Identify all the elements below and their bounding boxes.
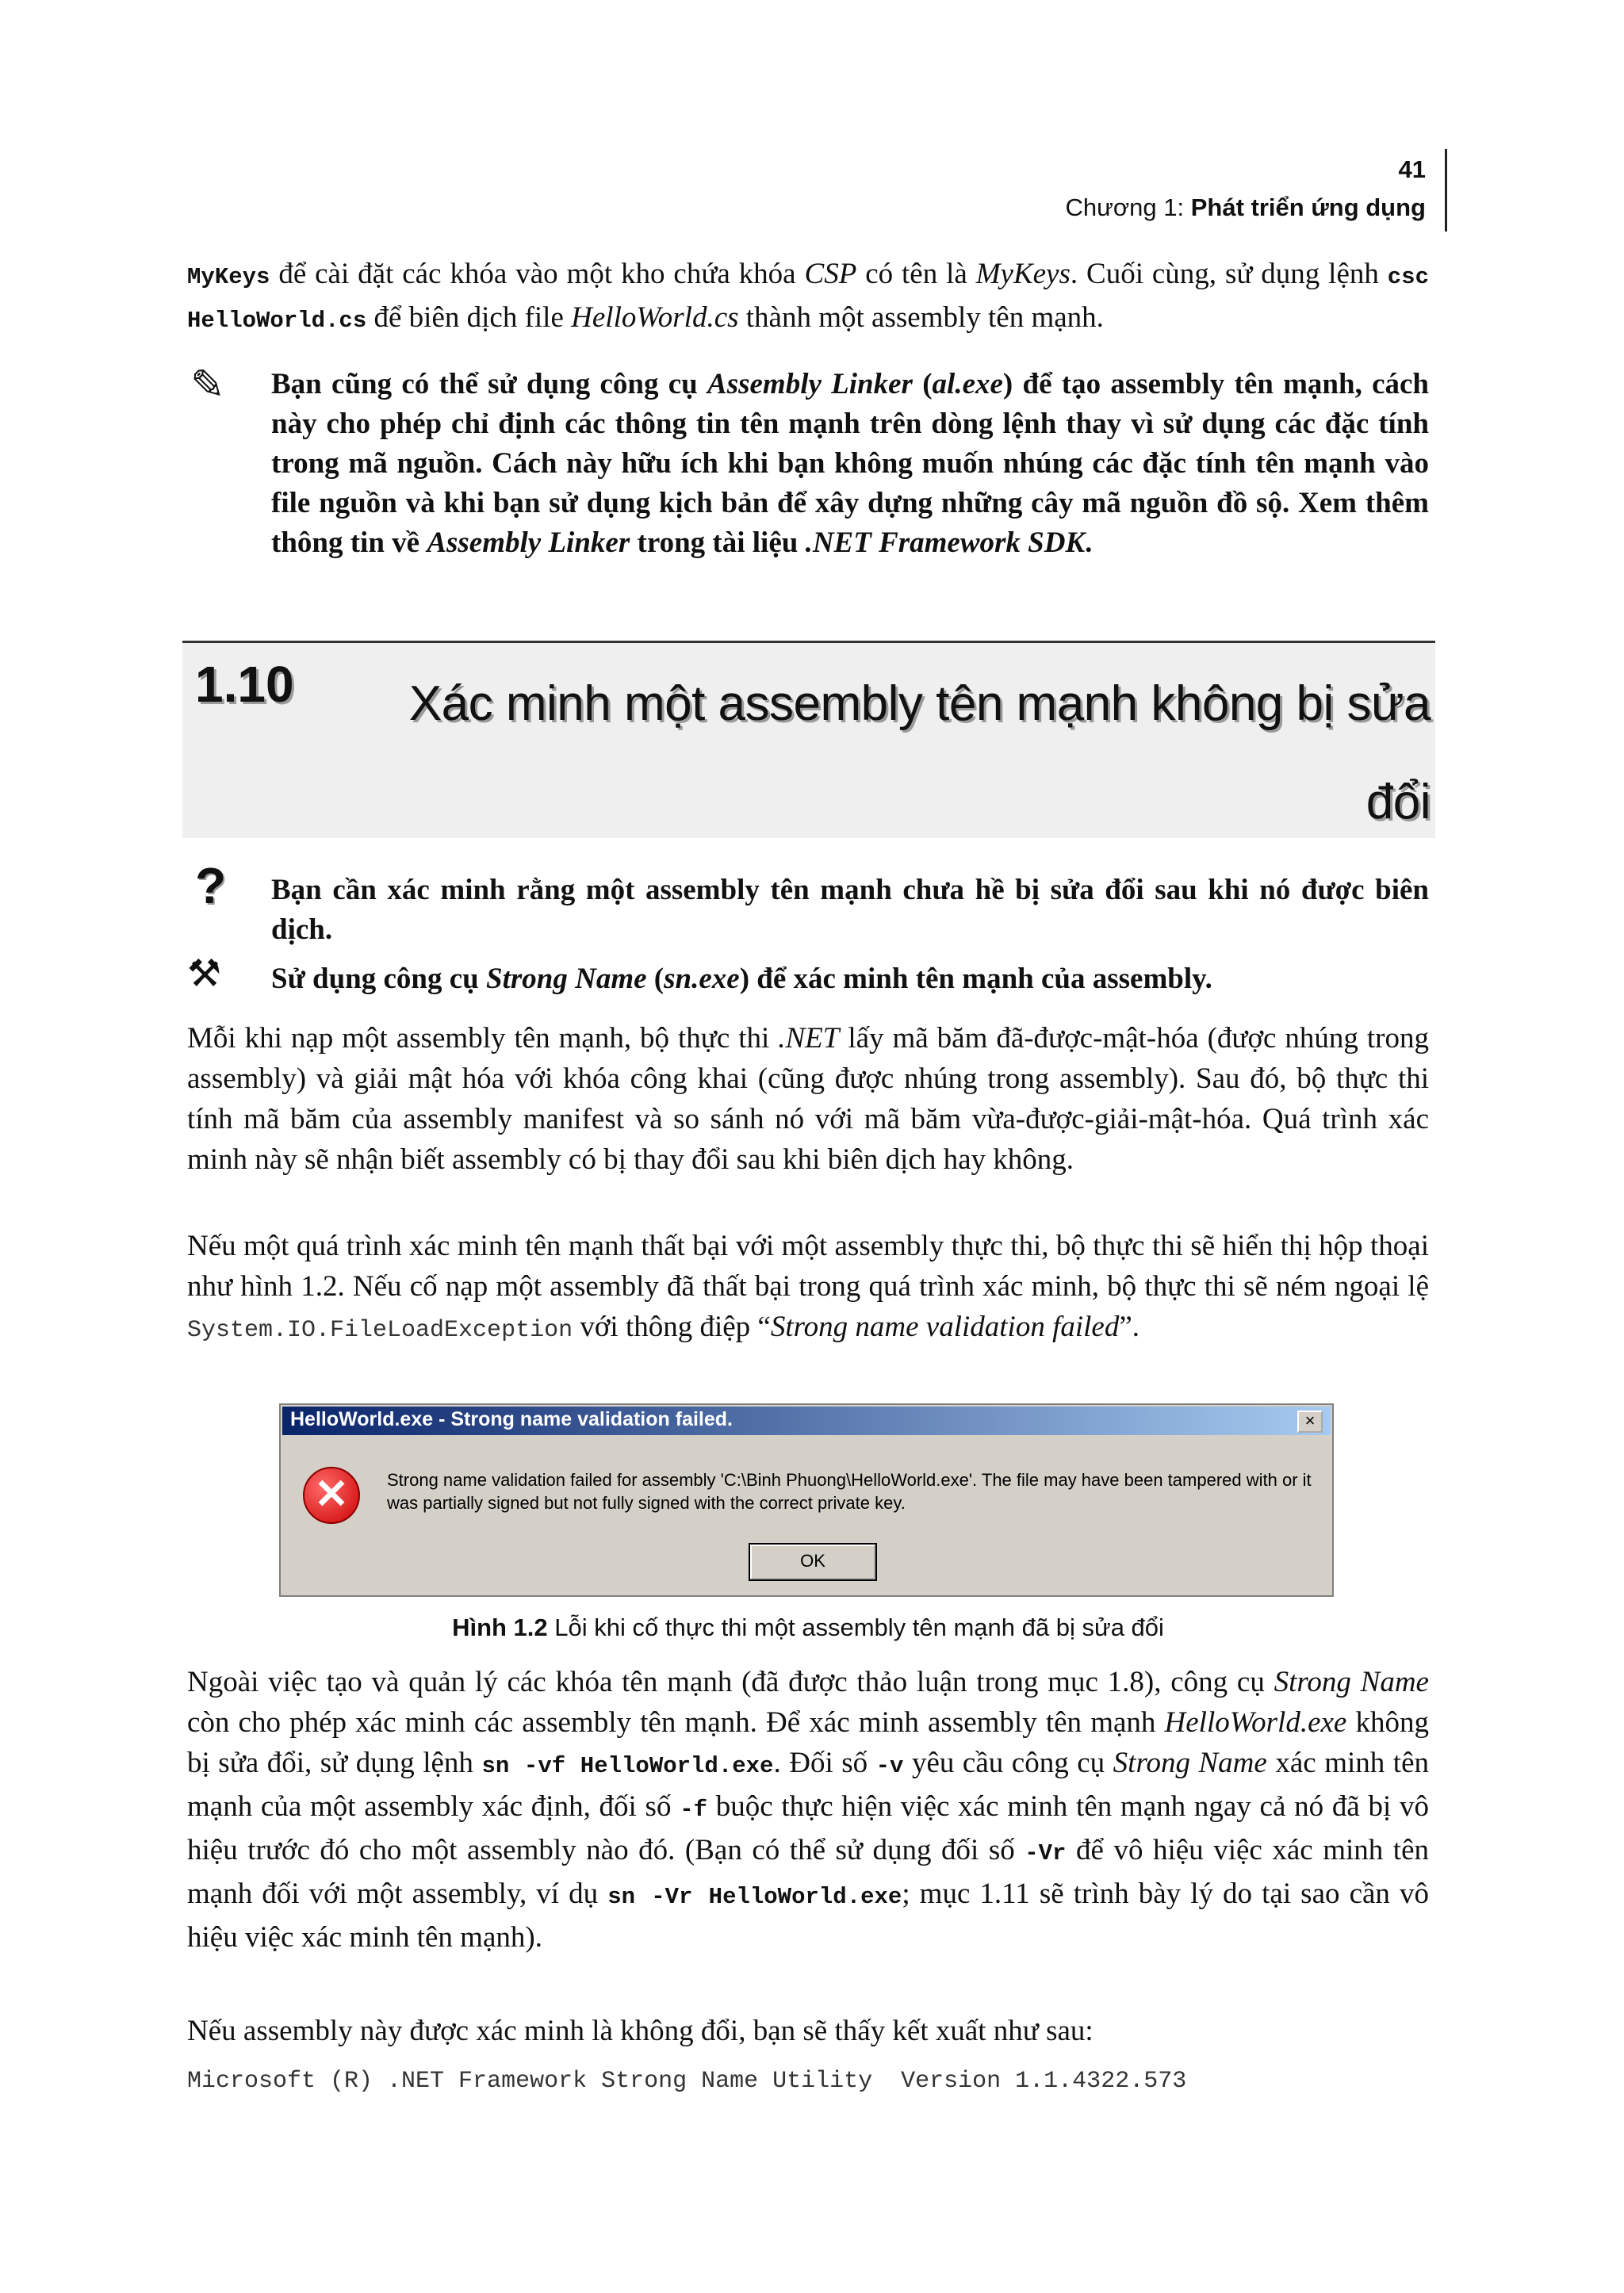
text: Ngoài việc tạo và quản lý các khóa tên mạnh (đã được thảo luận trong mục 1.8), công cụ	[187, 1666, 1274, 1698]
text: . Đối số	[773, 1747, 876, 1779]
close-icon[interactable]: ×	[1297, 1411, 1323, 1433]
italic-text: CSP	[804, 258, 857, 290]
text: Sử dụng công cụ	[271, 963, 487, 995]
error-icon: ✕	[303, 1467, 360, 1524]
text: trong tài liệu	[630, 526, 806, 559]
text: yêu cầu công cụ	[903, 1747, 1113, 1779]
ok-button[interactable]: OK	[750, 1545, 875, 1579]
section-number: 1.10	[195, 656, 294, 713]
error-dialog	[279, 1403, 1334, 1597]
italic-text: MyKeys	[975, 258, 1071, 290]
italic-text: HelloWorld.exe	[1164, 1706, 1347, 1739]
tools-icon: ⚒	[187, 953, 222, 995]
code-inline: -Vr	[1025, 1840, 1067, 1866]
text: ; mục 1.11 sẽ trình bày lý do tại sao cần vô hiệu việc xác minh tên mạnh).	[187, 1878, 1429, 1954]
text: với thông điệp “	[573, 1311, 771, 1343]
text: Bạn cũng có thể sử dụng công cụ	[271, 368, 708, 400]
problem-text: Bạn cần xác minh rằng một assembly tên mạnh chưa hề bị sửa đổi sau khi nó được biên dịch.	[271, 874, 1429, 946]
code-exception: System.IO.FileLoadException	[187, 1317, 573, 1344]
italic-text: HelloWorld.cs	[571, 301, 739, 334]
text: không bị sửa đổi, sử dụng lệnh	[187, 1706, 1429, 1779]
chapter-header	[1065, 193, 1426, 222]
text: (	[646, 963, 665, 995]
text: buộc thực hiện việc xác minh tên mạnh ngay cả nó đã bị vô hiệu trước đó cho một assembly nào đó. (Bạn có thể sử dụng đối số	[187, 1790, 1429, 1866]
italic-text: Strong name validation failed	[770, 1311, 1120, 1343]
code-inline: -f	[680, 1797, 707, 1823]
header-rule	[1445, 149, 1447, 232]
paragraph-4	[187, 1662, 1429, 1958]
text: (	[912, 368, 933, 400]
figure-caption	[187, 1614, 1429, 1642]
section-title: Xác minh một assembly tên mạnh không bị sửa đổi	[408, 676, 1431, 829]
text: để cài đặt các khóa vào một kho chứa khóa	[270, 258, 805, 290]
text: . Cuối cùng, sử dụng lệnh	[1070, 258, 1388, 290]
italic-text: al.exe	[932, 368, 1003, 400]
italic-text: Strong Name	[1274, 1666, 1429, 1698]
paragraph-3	[187, 1226, 1429, 1351]
dialog-title: HelloWorld.exe - Strong name validation failed.	[290, 1408, 733, 1430]
text: có tên là	[856, 258, 976, 290]
text: .	[1085, 526, 1093, 559]
code-inline: -v	[875, 1753, 904, 1779]
italic-text: Assembly Linker	[707, 368, 913, 400]
chapter-title: Phát triển ứng dụng	[1190, 193, 1426, 221]
dialog-message: Strong name validation failed for assembly 'C:\Binh Phuong\HelloWorld.exe'. The file may have been tampered with or it was partially signed but not fully signed with the correct private key.	[387, 1470, 1312, 1513]
paragraph-5: Nếu assembly này được xác minh là không đổi, bạn sẽ thấy kết xuất như sau:	[187, 2015, 1094, 2047]
chapter-prefix: Chương 1:	[1065, 193, 1191, 221]
caption-text: Lỗi khi cố thực thi một assembly tên mạnh đã bị sửa đổi	[547, 1614, 1164, 1641]
text: để vô hiệu việc xác minh tên mạnh đối với một assembly, ví dụ	[187, 1834, 1429, 1910]
question-icon: ?	[195, 857, 227, 914]
code-csc: csc HelloWorld.cs	[187, 264, 1429, 334]
text: lấy mã băm đã-được-mật-hóa (được nhúng trong assembly) và giải mật hóa với khóa công khai (cũng được nhúng trong assembly). Sau đó, bộ thực thi tính mã băm của assembly manifest và so sánh nó với mã băm vừa-được-giải-mật-hóa. Quá trình xác minh này sẽ nhận biết assembly có bị thay đổi sau khi biên dịch hay không.	[187, 1022, 1429, 1176]
italic-text: .NET	[778, 1022, 840, 1055]
caption-label: Hình 1.2	[452, 1614, 548, 1641]
italic-text: Strong Name	[1113, 1747, 1267, 1779]
note-text	[271, 365, 1429, 563]
text: còn cho phép xác minh các assembly tên mạnh. Để xác minh assembly tên mạnh	[187, 1706, 1165, 1739]
code-mykeys: MyKeys	[187, 264, 270, 290]
italic-text: .NET Framework SDK	[805, 526, 1086, 559]
text: Mỗi khi nạp một assembly tên mạnh, bộ thực thi	[187, 1022, 779, 1055]
text: thành một assembly tên mạnh.	[738, 301, 1104, 334]
text: ) để xác minh tên mạnh của assembly.	[739, 963, 1212, 995]
code-inline: sn -vf HelloWorld.exe	[481, 1753, 774, 1779]
pencil-icon: ✎	[190, 363, 225, 408]
italic-text: Strong Name	[486, 963, 647, 995]
text: Nếu một quá trình xác minh tên mạnh thất bại với một assembly thực thi, bộ thực thi sẽ hiển thị hộp thoại như hình 1.2. Nếu cố nạp một assembly đã thất bại trong quá trình xác minh, bộ thực thi sẽ ném ngoại lệ	[187, 1230, 1429, 1303]
paragraph-1	[187, 254, 1429, 341]
text: ”.	[1119, 1311, 1140, 1343]
code-output: Microsoft (R) .NET Framework Strong Name Utility Version 1.1.4322.573	[187, 2068, 1187, 2095]
dialog-titlebar	[282, 1407, 1331, 1435]
solution-text	[271, 959, 1429, 999]
page-number: 41	[1398, 155, 1426, 183]
text: xác minh tên mạnh của một assembly xác định, đối số	[187, 1747, 1429, 1823]
text: ) để tạo assembly tên mạnh, cách này cho phép chỉ định các thông tin tên mạnh trên dòng lệnh thay vì sử dụng các đặc tính trong mã nguồn. Cách này hữu ích khi bạn không muốn nhúng các đặc tính tên mạnh vào file nguồn và khi bạn sử dụng kịch bản để xây dựng những cây mã nguồn đồ sộ. Xem thêm thông tin về	[271, 368, 1430, 559]
text: để biên dịch file	[366, 301, 572, 334]
paragraph-2	[187, 1018, 1429, 1180]
code-inline: sn -Vr HelloWorld.exe	[607, 1884, 902, 1910]
italic-text: Assembly Linker	[427, 526, 630, 559]
italic-text: sn.exe	[664, 963, 740, 995]
